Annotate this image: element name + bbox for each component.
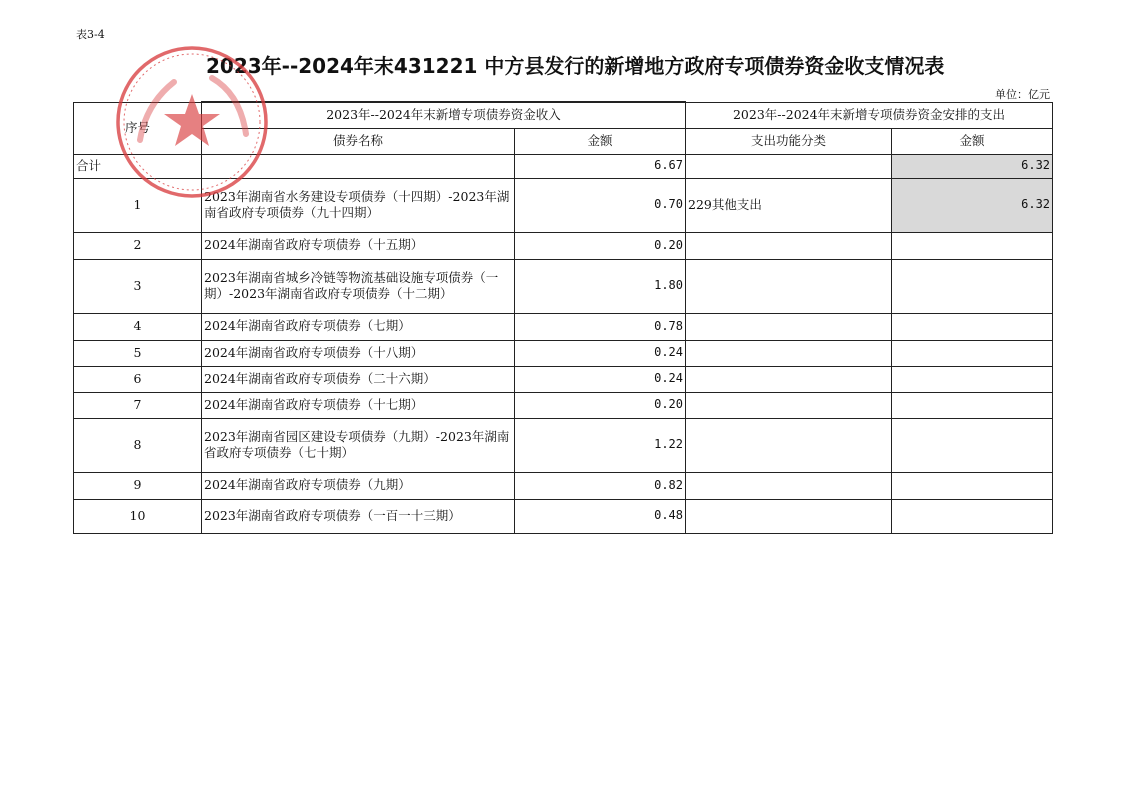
row-amount: 0.82 [515,472,686,499]
header-amount: 金额 [515,128,686,154]
row-seq: 4 [74,313,202,340]
table-row [74,472,1053,499]
row-amount: 1.22 [515,418,686,472]
row-seq: 5 [74,340,202,366]
header-income-group: 2023年--2024年末新增专项债券资金收入 [202,102,686,128]
row-seq: 9 [74,472,202,499]
row-seq: 1 [74,178,202,232]
row-bond-name: 2024年湖南省政府专项债券（二十六期） [202,366,515,392]
header-expense-amount: 金额 [892,128,1053,154]
total-row [74,154,1053,178]
total-bond-cell [202,154,515,178]
row-seq: 8 [74,418,202,472]
row-function-class [686,499,892,533]
table-row [74,259,1053,313]
row-expense-amount [892,340,1053,366]
total-label: 合计 [74,154,202,178]
row-function-class [686,418,892,472]
row-seq: 7 [74,392,202,418]
row-amount: 0.20 [515,392,686,418]
row-amount: 0.24 [515,366,686,392]
total-expense-amount: 6.32 [892,154,1053,178]
table-row [74,418,1053,472]
row-amount: 0.20 [515,232,686,259]
row-bond-name: 2024年湖南省政府专项债券（十五期） [202,232,515,259]
table-row [74,499,1053,533]
row-amount: 1.80 [515,259,686,313]
row-expense-amount [892,313,1053,340]
row-seq: 10 [74,499,202,533]
row-seq: 2 [74,232,202,259]
row-expense-amount [892,232,1053,259]
row-expense-amount [892,259,1053,313]
row-bond-name: 2023年湖南省水务建设专项债券（十四期）-2023年湖南省政府专项债券（九十四期） [202,178,515,232]
page-title: 2023年--2024年末431221 中方县发行的新增地方政府专项债券资金收支情况表 [206,54,945,78]
row-bond-name: 2023年湖南省城乡冷链等物流基础设施专项债券（一期）-2023年湖南省政府专项债券（十二期） [202,259,515,313]
row-amount: 0.24 [515,340,686,366]
row-bond-name: 2023年湖南省园区建设专项债券（九期）-2023年湖南省政府专项债券（七十期） [202,418,515,472]
table-row [74,366,1053,392]
table-row [74,392,1053,418]
header-function-class: 支出功能分类 [686,128,892,154]
row-expense-amount [892,418,1053,472]
header-bond-name: 债券名称 [202,128,515,154]
row-function-class [686,313,892,340]
row-function-class [686,259,892,313]
row-amount: 0.48 [515,499,686,533]
row-expense-amount [892,472,1053,499]
table-row [74,232,1053,259]
table-row [74,178,1053,232]
header-expense-group: 2023年--2024年末新增专项债券资金安排的支出 [686,102,1053,128]
row-expense-amount: 6.32 [892,178,1053,232]
row-function-class [686,392,892,418]
row-bond-name: 2024年湖南省政府专项债券（九期） [202,472,515,499]
table-row [74,340,1053,366]
row-function-class: 229其他支出 [686,178,892,232]
row-expense-amount [892,499,1053,533]
row-expense-amount [892,366,1053,392]
row-amount: 0.78 [515,313,686,340]
row-bond-name: 2024年湖南省政府专项债券（七期） [202,313,515,340]
row-function-class [686,232,892,259]
table-id: 表3-4 [76,28,105,41]
row-bond-name: 2023年湖南省政府专项债券（一百一十三期） [202,499,515,533]
row-amount: 0.70 [515,178,686,232]
income-expense-table [73,101,1053,534]
row-expense-amount [892,392,1053,418]
row-function-class [686,472,892,499]
unit-label: 单位：亿元 [995,88,1050,101]
total-function-cell [686,154,892,178]
row-function-class [686,340,892,366]
header-seq: 序号 [74,102,202,154]
total-income-amount: 6.67 [515,154,686,178]
row-function-class [686,366,892,392]
row-seq: 3 [74,259,202,313]
table-row [74,313,1053,340]
row-bond-name: 2024年湖南省政府专项债券（十八期） [202,340,515,366]
row-seq: 6 [74,366,202,392]
row-bond-name: 2024年湖南省政府专项债券（十七期） [202,392,515,418]
